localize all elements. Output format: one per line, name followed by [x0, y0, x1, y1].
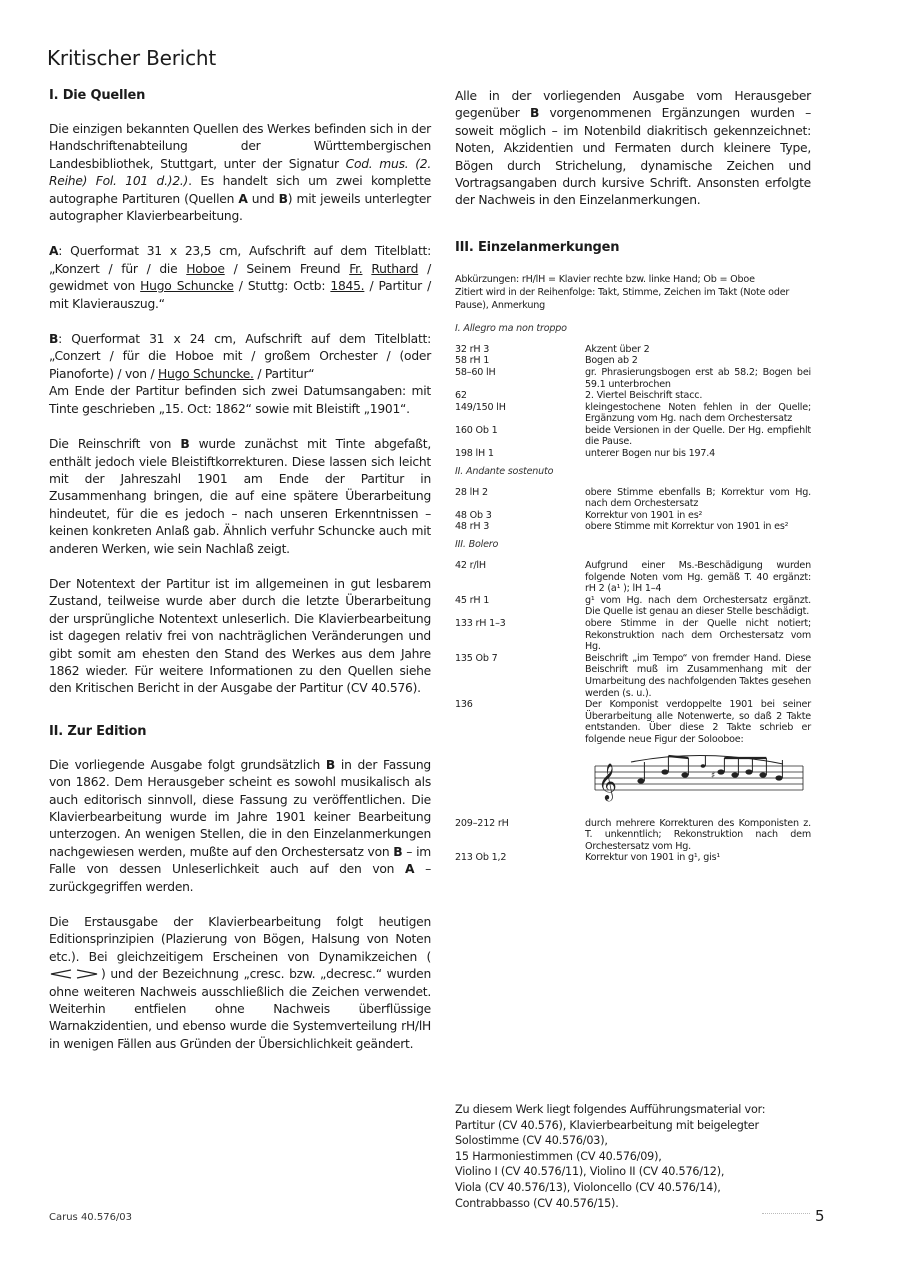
edition-paragraph-1: Die vorliegende Ausgabe folgt grundsätzlich B in der Fassung von 1862. Dem Herausgeber scheint es sowohl musikalisch als auch editorisch sinnvoll, diese Fassung zu veröffentlichen. Die Klavierbearbeitung wurde im Jahre 1901 keiner Bearbeitung unterzogen. An wenigen Stellen, die in den Einzelanmerkungen nachgewiesen werden, mußte auf den Orchestersatz von B – im Falle von dessen Unleserlichkeit auch auf den von A – zurückgegriffen werden.	[49, 757, 432, 894]
source-b-paragraph: B: Querformat 31 x 24 cm, Aufschrift auf dem Titelblatt: „Conzert / für die Hoboe mit / großem Orchester / (oder Pianoforte) / von / Hugo Schuncke. / Partitur“ Am Ende der Partitur befinden sich zwei Datumsangaben: mit Tinte geschrieben „15. Oct: 1862“ sowie mit Bleistift „1901“.	[49, 332, 431, 416]
note-text: Bogen ab 2	[585, 355, 638, 367]
note-row	[455, 355, 811, 367]
catalog-number: Carus 40.576/03	[49, 1212, 133, 1223]
note-row	[455, 521, 811, 533]
note-text: Der Komponist verdoppelte 1901 bei seiner Überarbeitung alle Notenwerte, so daß 2 Takte entstanden. Über diese 2 Takte schrieb er folgende neue Figur der Solooboe:	[585, 699, 811, 745]
note-location: 133 rH 1–3	[455, 618, 506, 630]
sources-paragraph-3: Die Reinschrift von B wurde zunächst mit Tinte abgefaßt, enthält jedoch viele Bleistiftkorrekturen. Diese lassen sich leicht mit der Jahreszahl 1901 am Ende der Partitur in Zusammenhang bringen, die auf eine spätere Überarbeitung hindeutet, für die es jedoch – nach unseren Erkenntnissen – keinen konkreten Anlaß gab. Ähnlich verfuhr Schuncke auch mit anderen Werken, wie sein Nachlaß zeigt.	[49, 437, 431, 556]
section-heading-notes: III. Einzelanmerkungen	[455, 239, 620, 255]
note-location: 45 rH 1	[455, 594, 490, 606]
note-location: 149/150 lH	[455, 401, 506, 413]
note-location: 136	[455, 699, 473, 711]
edition-paragraph-3: Alle in der vorliegenden Ausgabe vom Herausgeber gegenüber B vorgenommenen Ergänzungen wurden – soweit möglich – im Notenbild diakritisch gekennzeichnet: Noten, Akzidentien und Fermaten durch kleinere Type, Bögen durch Strichelung, dynamische Zeichen und Vortragsangaben durch kursive Schrift. Ansonsten erfolgte der Nachweis in den Einzelanmerkungen.	[455, 89, 811, 208]
note-text: gr. Phrasierungsbogen erst ab 58.2; Bogen bei 59.1 unterbrochen	[585, 366, 811, 390]
note-row	[455, 510, 811, 522]
note-row	[455, 390, 811, 402]
note-row	[455, 595, 811, 618]
svg-text:♯: ♯	[711, 770, 716, 781]
sources-paragraph-1: Die einzigen bekannten Quellen des Werkes befinden sich in der Handschriftenabteilung der Württembergischen Landesbibliothek, Stuttgart, unter der Signatur Cod. mus. (2. Reihe) Fol. 101 d.)2.). Es handelt sich um zwei komplette autographe Partituren (Quellen A und B) mit jeweils unterlegter autographer Klavierbearbeitung.	[49, 122, 431, 224]
note-row	[455, 367, 811, 390]
note-row	[455, 618, 811, 653]
page-title: Kritischer Bericht	[47, 46, 216, 70]
performance-line: Contrabbasso (CV 40.576/15).	[455, 1196, 619, 1210]
note-location: 58 rH 1	[455, 355, 490, 367]
section-heading-sources: I. Die Quellen	[49, 88, 146, 103]
notes-list-movement-3-continued	[455, 818, 811, 864]
notes-list-movement-2	[455, 487, 811, 533]
performance-line: Violino I (CV 40.576/11), Violino II (CV 40.576/12),	[455, 1165, 725, 1179]
note-location: 198 lH 1	[455, 448, 494, 460]
footer-divider	[762, 1213, 810, 1214]
right-column	[455, 88, 811, 864]
source-a-paragraph: A: Querformat 31 x 23,5 cm, Aufschrift auf dem Titelblatt: „Konzert / für / die Hoboe / Seinem Freund Fr. Ruthard / gewidmet von Hugo Schuncke / Stuttg: Octb: 1845. / Partitur / mit Klavierauszug.“	[49, 244, 431, 311]
movement-heading-2: II. Andante sostenuto	[455, 465, 554, 477]
note-text: 2. Viertel Beischrift stacc.	[585, 390, 703, 402]
sources-paragraph-4: Der Notentext der Partitur ist im allgemeinen in gut lesbarem Zustand, teilweise wurde aber durch die letzte Überarbeitung der ursprüngliche Notentext unleserlich. Die Klavierbearbeitung ist dagegen relativ frei von nachträglichen Veränderungen und gibt somit am ehesten den Stand des Werkes aus dem Jahre 1862 wieder. Für weitere Informationen zu den Quellen siehe den Kritischen Bericht in der Ausgabe der Partitur (CV 40.576).	[49, 576, 431, 696]
note-row	[455, 699, 811, 745]
note-text: unterer Bogen nur bis 197.4	[585, 448, 716, 460]
left-column	[49, 88, 431, 1053]
note-text: Beischrift „im Tempo“ von fremder Hand. Diese Beischrift muß im Zusammenhang mit der Umarbeitung des nachfolgenden Taktes gesehen werden (s. u.).	[585, 652, 811, 699]
edition-paragraph-2: Die Erstausgabe der Klavierbearbeitung folgt heutigen Editionsprinzipien (Plazierung von Bögen, Halsung von Noten etc.). Bei gleichzeitigem Erscheinen von Dynamikzeichen () und der Bezeichnung „cresc. bzw. „decresc.“ wurden ohne weiteren Nachweis ausschließlich die Zeichen verwendet. Weiterhin entfielen ohne Nachweis überflüssige Warnakzidentien, und ebenso wurde die Systemverteilung rH/lH in wenigen Fällen aus Gründen der Übersichlichkeit geändert.	[49, 915, 431, 1051]
note-text: g¹ vom Hg. nach dem Orchestersatz ergänzt. Die Quelle ist genau an dieser Stelle beschädigt.	[585, 594, 811, 618]
note-text: beide Versionen in der Quelle. Der Hg. empfiehlt die Pause.	[585, 424, 811, 448]
performance-line: Solostimme (CV 40.576/03),	[455, 1134, 608, 1148]
note-text: Korrektur von 1901 in g¹, gis¹	[585, 852, 721, 864]
performance-line: Partitur (CV 40.576), Klavierbearbeitung mit beigelegter	[455, 1118, 759, 1132]
performance-material-list	[455, 1102, 825, 1211]
music-example-staff	[593, 752, 805, 804]
note-text: Akzent über 2	[585, 343, 650, 355]
movement-heading-1: I. Allegro ma non troppo	[455, 322, 567, 334]
note-text: obere Stimme mit Korrektur von 1901 in es²	[585, 521, 789, 533]
note-location: 48 Ob 3	[455, 509, 492, 521]
note-location: 209–212 rH	[455, 817, 509, 829]
note-location: 48 rH 3	[455, 521, 490, 533]
note-location: 135 Ob 7	[455, 652, 498, 664]
note-row	[455, 448, 811, 460]
performance-line: Viola (CV 40.576/13), Violoncello (CV 40.576/14),	[455, 1180, 721, 1194]
notes-list-movement-1	[455, 344, 811, 460]
note-row	[455, 425, 811, 448]
note-location: 213 Ob 1,2	[455, 852, 507, 864]
note-location: 58–60 lH	[455, 366, 496, 378]
note-text: kleingestochene Noten fehlen in der Quelle; Ergänzung vom Hg. nach dem Orchestersatz	[585, 401, 811, 425]
note-row	[455, 560, 811, 595]
note-location: 42 r/lH	[455, 560, 486, 572]
note-text: obere Stimme in der Quelle nicht notiert; Rekonstruktion nach dem Orchestersatz vom Hg.	[585, 618, 811, 653]
hairpin-icon	[49, 969, 101, 979]
note-row	[455, 818, 811, 853]
abbreviations: Abkürzungen: rH/lH = Klavier rechte bzw. linke Hand; Ob = Oboe Zitiert wird in der Reihenfolge: Takt, Stimme, Zeichen im Takt (Note oder Pause), Anmerkung	[455, 273, 790, 312]
note-row	[455, 344, 811, 356]
movement-heading-3: III. Bolero	[455, 539, 499, 551]
note-location: 160 Ob 1	[455, 424, 498, 436]
note-text: Aufgrund einer Ms.-Beschädigung wurden folgende Noten vom Hg. gemäß T. 40 ergänzt: rH 2 (a¹ ); lH 1–4	[585, 560, 811, 595]
svg-text:𝄞: 𝄞	[598, 761, 617, 800]
performance-line: 15 Harmoniestimmen (CV 40.576/09),	[455, 1149, 662, 1163]
note-row	[455, 402, 811, 425]
page-number: 5	[815, 1207, 825, 1225]
note-text: Korrektur von 1901 in es²	[585, 509, 703, 521]
note-location: 28 lH 2	[455, 486, 488, 498]
note-row	[455, 487, 811, 510]
performance-line: Zu diesem Werk liegt folgendes Aufführungsmaterial vor:	[455, 1103, 766, 1116]
note-location: 32 rH 3	[455, 343, 490, 355]
note-location: 62	[455, 390, 467, 402]
section-heading-edition: II. Zur Edition	[49, 723, 147, 739]
note-text: obere Stimme ebenfalls B; Korrektur vom Hg. nach dem Orchestersatz	[585, 486, 811, 510]
note-row	[455, 653, 811, 699]
notes-list-movement-3	[455, 560, 811, 746]
note-row	[455, 852, 811, 864]
note-text: durch mehrere Korrekturen des Komponisten z. T. unkenntlich; Rekonstruktion nach dem Orchestersatz vom Hg.	[585, 817, 811, 852]
